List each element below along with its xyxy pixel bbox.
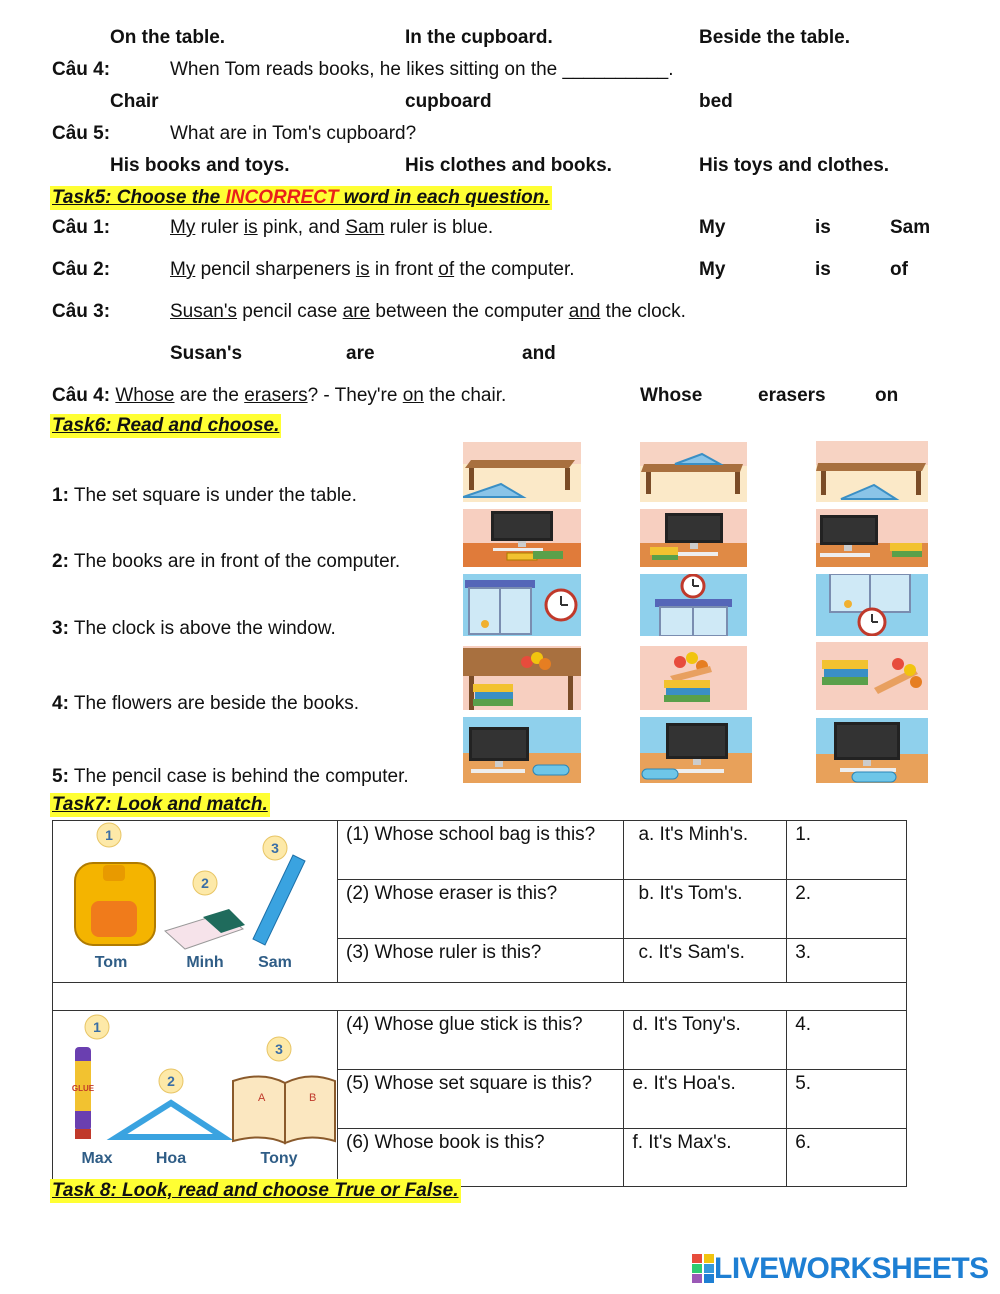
answer-c: c. It's Sam's. (624, 939, 787, 983)
set-square-icon (117, 1103, 223, 1137)
task5-title: Task5: Choose the INCORRECT word in each question. (52, 187, 550, 208)
blank-4[interactable]: 4. (787, 1011, 907, 1070)
picture-pencil-case-computer-a[interactable] (463, 717, 581, 783)
q3-option-c[interactable]: Beside the table. (699, 27, 850, 48)
picture-books-computer-b[interactable] (640, 509, 747, 567)
picture-table-set-square-under-a[interactable] (463, 442, 581, 502)
badge-3b: 3 (275, 1041, 283, 1057)
task5-q4-option-a[interactable]: Whose (640, 385, 703, 406)
table-spacer-row (53, 983, 907, 1011)
task5-q4-sentence: Câu 4: Whose are the erasers? - They're on the chair. (52, 385, 507, 406)
task5-q1-option-a[interactable]: My (699, 217, 726, 238)
eraser-icon (165, 909, 245, 949)
blank-3[interactable]: 3. (787, 939, 907, 983)
glue-label: GLUE (71, 1084, 95, 1093)
question-3: (3) Whose ruler is this? (338, 939, 624, 983)
task5-q3-sentence: Susan's pencil case are between the computer and the clock. (170, 301, 686, 322)
task7-title: Task7: Look and match. (52, 794, 268, 815)
name-sam: Sam (258, 954, 292, 971)
blank-2[interactable]: 2. (787, 880, 907, 939)
blank-6[interactable]: 6. (787, 1129, 907, 1187)
name-tom: Tom (94, 954, 128, 971)
task5-q4-option-c[interactable]: on (875, 385, 899, 406)
task5-q1-option-c[interactable]: Sam (890, 217, 931, 238)
picture-clock-window-a[interactable] (463, 574, 581, 636)
q3-option-b[interactable]: In the cupboard. (405, 27, 553, 48)
logo-text: LIVEWORKSHEETS (714, 1252, 989, 1285)
match-table (52, 820, 907, 1187)
picture-schoolbag-eraser-ruler (53, 821, 338, 983)
book-icon (233, 1076, 335, 1143)
book-mark-b: B (309, 1092, 317, 1104)
task5-q3-option-a[interactable]: Susan's (170, 343, 243, 364)
question-6: (6) Whose book is this? (338, 1129, 624, 1187)
q4-text: When Tom reads books, he likes sitting on the __________. (170, 59, 674, 80)
picture-flowers-books-a[interactable] (463, 646, 581, 710)
q5-text: What are in Tom's cupboard? (170, 123, 417, 144)
picture-pencil-case-computer-c[interactable] (816, 718, 928, 783)
blank-1[interactable]: 1. (787, 821, 907, 880)
task5-q3-option-b[interactable]: are (346, 343, 375, 364)
task5-q2-number: Câu 2: (52, 259, 111, 280)
task5-q2-option-c[interactable]: of (890, 259, 908, 280)
schoolbag-icon (75, 863, 155, 945)
picture-clock-window-b[interactable] (640, 574, 747, 636)
badge-3: 3 (271, 840, 279, 856)
task6-title: Task6: Read and choose. (52, 415, 280, 436)
q5-option-a[interactable]: His books and toys. (110, 155, 290, 176)
question-1: (1) Whose school bag is this? (338, 821, 624, 880)
task5-q1-number: Câu 1: (52, 217, 111, 238)
book-mark-a: A (258, 1092, 266, 1104)
picture-books-computer-c[interactable] (816, 509, 928, 567)
task6-item-2: 2: The books are in front of the computer. (52, 551, 401, 572)
q3-option-a[interactable]: On the table. (110, 27, 226, 48)
task6-item-4: 4: The flowers are beside the books. (52, 693, 359, 714)
badge-2: 2 (201, 875, 209, 891)
badge-1b: 1 (93, 1019, 101, 1035)
question-5: (5) Whose set square is this? (338, 1070, 624, 1129)
answer-a: a. It's Minh's. (624, 821, 787, 880)
answer-f: f. It's Max's. (624, 1129, 787, 1187)
picture-glue-setsquare-book (53, 1011, 338, 1187)
q5-option-c[interactable]: His toys and clothes. (699, 155, 890, 176)
task5-q1-sentence: My ruler is pink, and Sam ruler is blue. (170, 217, 494, 238)
task5-q2-option-a[interactable]: My (699, 259, 726, 280)
answer-d: d. It's Tony's. (624, 1011, 787, 1070)
q4-number: Câu 4: (52, 59, 111, 80)
q5-number: Câu 5: (52, 123, 111, 144)
name-max: Max (81, 1150, 113, 1167)
picture-books-computer-a[interactable] (463, 509, 581, 567)
answer-e: e. It's Hoa's. (624, 1070, 787, 1129)
picture-pencil-case-computer-b[interactable] (640, 717, 752, 783)
task5-q1-option-b[interactable]: is (815, 217, 831, 238)
answer-b: b. It's Tom's. (624, 880, 787, 939)
blank-5[interactable]: 5. (787, 1070, 907, 1129)
task6-item-1: 1: The set square is under the table. (52, 485, 357, 506)
ruler-icon (253, 855, 305, 945)
task5-q2-sentence: My pencil sharpeners is in front of the computer. (170, 259, 575, 280)
logo-blocks-icon (692, 1254, 714, 1284)
task8-title: Task 8: Look, read and choose True or False. (52, 1180, 459, 1201)
picture-table-set-square-under-b[interactable] (640, 442, 747, 502)
question-2: (2) Whose eraser is this? (338, 880, 624, 939)
q4-option-b[interactable]: cupboard (405, 91, 492, 112)
liveworksheets-logo (692, 1252, 989, 1286)
question-4: (4) Whose glue stick is this? (338, 1011, 624, 1070)
name-minh: Minh (186, 954, 224, 971)
task5-q3-number: Câu 3: (52, 301, 111, 322)
badge-1: 1 (105, 827, 113, 843)
task6-item-3: 3: The clock is above the window. (52, 618, 336, 639)
q4-option-a[interactable]: Chair (110, 91, 159, 112)
picture-flowers-books-b[interactable] (640, 646, 747, 710)
name-hoa: Hoa (155, 1150, 187, 1167)
task5-q3-option-c[interactable]: and (522, 343, 556, 364)
task5-q4-option-b[interactable]: erasers (758, 385, 826, 406)
picture-clock-window-c[interactable] (816, 574, 928, 636)
glue-stick-icon (72, 1047, 95, 1139)
q5-option-b[interactable]: His clothes and books. (405, 155, 612, 176)
task6-item-5: 5: The pencil case is behind the computer. (52, 766, 409, 787)
picture-flowers-books-c[interactable] (816, 642, 928, 710)
badge-2b: 2 (167, 1073, 175, 1089)
name-tony: Tony (260, 1150, 298, 1167)
picture-table-set-square-under-c[interactable] (816, 441, 928, 502)
q4-option-c[interactable]: bed (699, 91, 733, 112)
task5-q2-option-b[interactable]: is (815, 259, 831, 280)
